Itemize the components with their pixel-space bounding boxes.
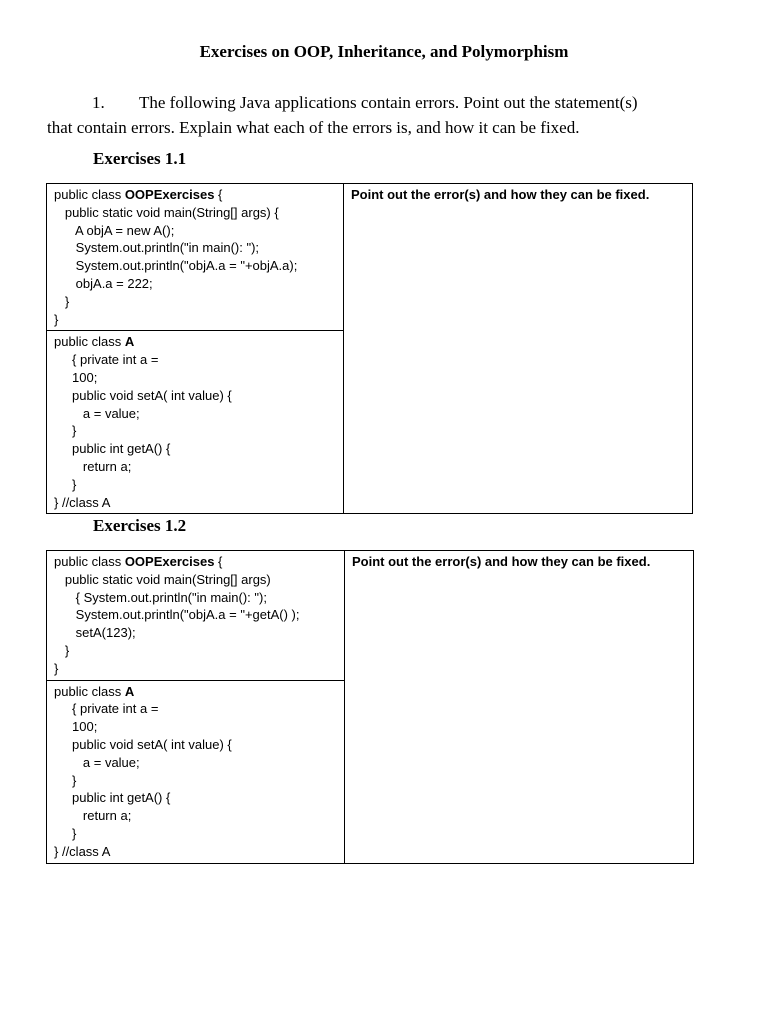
question-line-2: that contain errors. Explain what each of the errors is, and how it can be fixed. — [47, 118, 580, 137]
code-line: } — [54, 476, 77, 492]
class-a-cell — [47, 680, 345, 863]
main-class-cell — [47, 551, 345, 681]
code-line: { private int a = — [54, 701, 159, 717]
code-line: } — [54, 825, 77, 841]
code-line: public int getA() { — [54, 441, 171, 457]
code-line: public void setA( int value) { — [54, 736, 232, 752]
code-line: return a; — [54, 808, 132, 824]
class-declaration: public class OOPExercises { — [54, 554, 223, 569]
code-line: } — [54, 642, 70, 658]
code-line: a = value; — [54, 405, 140, 421]
code-line: a = value; — [54, 754, 140, 770]
code-line: System.out.println("in main(): "); — [54, 240, 260, 256]
code-line: { System.out.println("in main(): "); — [54, 589, 267, 605]
main-class-cell — [47, 184, 344, 331]
class-a-cell — [47, 331, 344, 514]
code-line: } — [54, 772, 77, 788]
code-line: public static void main(String[] args) — [54, 571, 271, 587]
code-line: { private int a = — [54, 352, 159, 368]
code-line: } — [54, 311, 59, 327]
question-line-1 — [92, 93, 638, 113]
class-declaration: public class A — [54, 683, 135, 699]
exercise-table — [46, 550, 694, 864]
code-line: setA(123); — [54, 625, 136, 641]
code-line: public void setA( int value) { — [54, 387, 232, 403]
code-block — [54, 351, 337, 511]
code-block — [54, 700, 338, 860]
code-line: return a; — [54, 458, 132, 474]
question-number: 1. — [92, 93, 105, 112]
exercise-heading: Exercises 1.2 — [93, 516, 187, 535]
code-line: } — [54, 293, 70, 309]
class-declaration: public class OOPExercises { — [54, 187, 223, 202]
document-title: Exercises on OOP, Inheritance, and Polymorphism — [199, 42, 569, 61]
code-line: } — [54, 660, 59, 676]
exercise-table — [46, 183, 693, 514]
answer-cell — [344, 184, 693, 514]
question-text-1: The following Java applications contain errors. Point out the statement(s) — [139, 93, 638, 112]
code-line: System.out.println("objA.a = "+objA.a); — [54, 258, 298, 274]
answer-label: Point out the error(s) and how they can be fixed. — [351, 187, 650, 202]
code-block — [54, 571, 338, 678]
exercise-heading: Exercises 1.1 — [93, 149, 187, 168]
code-line: System.out.println("objA.a = "+getA() ); — [54, 607, 300, 623]
code-line: } — [54, 423, 77, 439]
code-line: 100; — [54, 369, 98, 385]
code-line: } //class A — [54, 843, 111, 859]
code-block — [54, 204, 337, 329]
code-line: 100; — [54, 719, 98, 735]
code-line: } //class A — [54, 494, 111, 510]
code-line: objA.a = 222; — [54, 275, 153, 291]
code-line: public int getA() { — [54, 790, 171, 806]
code-line: A objA = new A(); — [54, 222, 175, 238]
answer-cell — [345, 551, 694, 864]
answer-label: Point out the error(s) and how they can be fixed. — [352, 554, 651, 569]
class-declaration: public class A — [54, 334, 135, 350]
code-line: public static void main(String[] args) { — [54, 204, 279, 220]
